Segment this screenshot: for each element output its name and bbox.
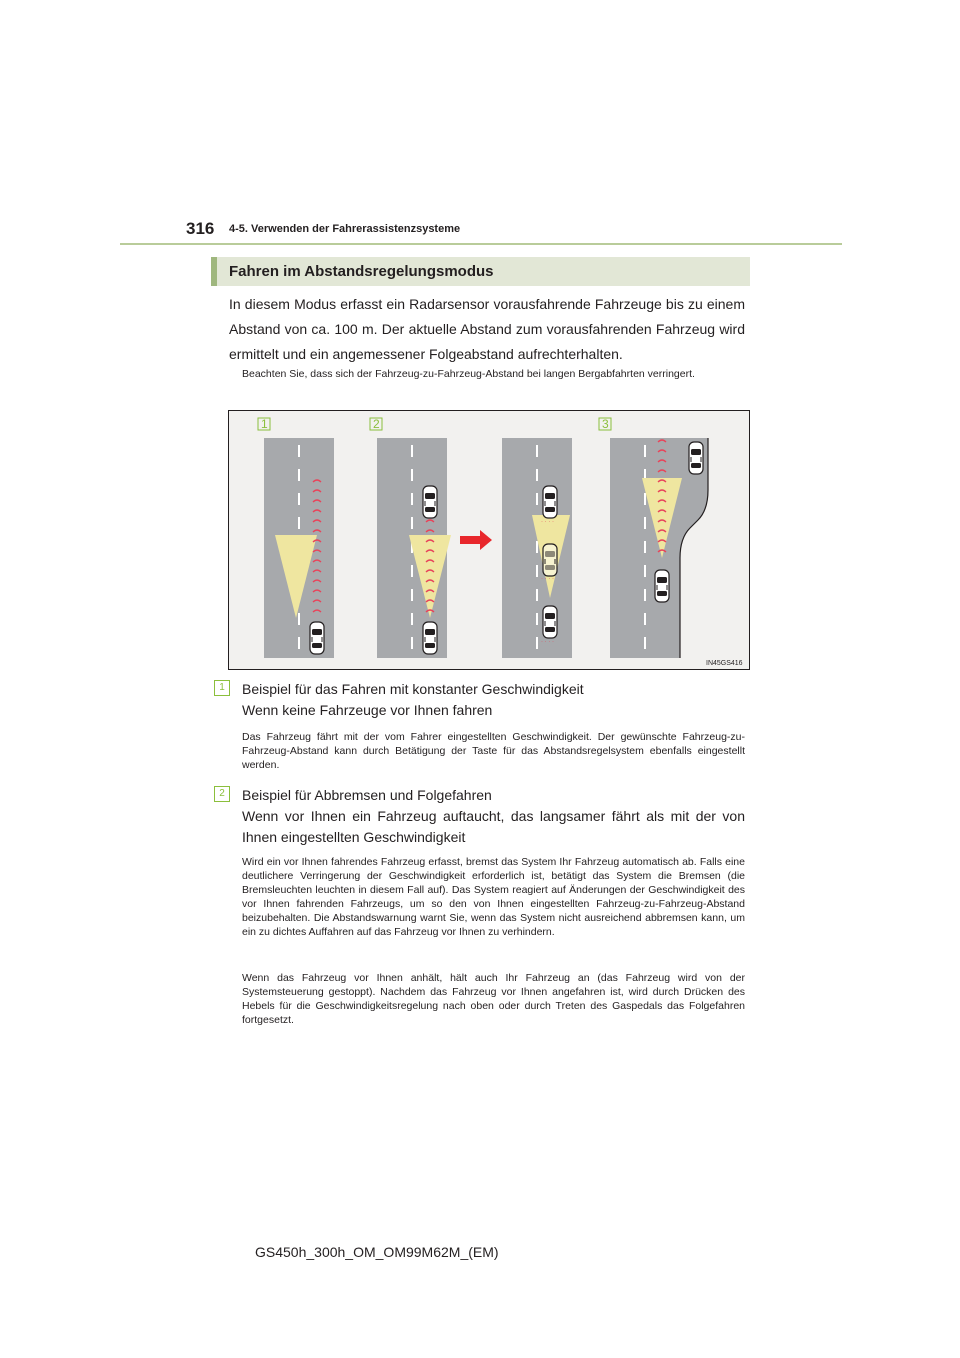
item-2-subtitle: Wenn vor Ihnen ein Fahrzeug auftaucht, das langsamer fährt als mit der von Ihnen eingestellten Geschwindigkeit: [242, 808, 745, 845]
own-car-2b: [543, 606, 557, 638]
svg-text:· · · ·: · · · ·: [541, 576, 554, 582]
section-heading-box: [211, 257, 750, 286]
item-1-body: Das Fahrzeug fährt mit der vom Fahrer eingestellten Geschwindigkeit. Der gewünschte Fahrzeug-zu-Fahrzeug-Abstand kann durch Betätigung der Taste für das Abstandsregelsystem ebenfalls eingestellt werden.: [242, 731, 745, 771]
changing-lane-car-3: [689, 442, 703, 474]
section-title: Fahren im Abstandsregelungsmodus: [229, 263, 494, 280]
item-2-body-1: Wird ein vor Ihnen fahrendes Fahrzeug erfasst, bremst das System Ihr Fahrzeug automatisch ab. Falls eine deutlichere Verringerung der Geschwindigkeit erforderlich ist, betätigt das System die Bremsen (die Bremsleuchten leuchten in diesem Fall auf). Das System reagiert auf Änderungen der Geschwindigkeit des vor Ihnen fahrenden Fahrzeugs, um so den von Ihnen eingestellten Fahrzeug-zu-Fahrzeug-Abstand beizubehalten. Die Abstandswarnung warnt Sie, wenn das System nicht ausreichend abbremsen kann, um ein zu dichtes Auffahren auf das Fahrzeug vor Ihnen zu verhindern.: [242, 856, 745, 938]
figure-code: IN45GS416: [706, 660, 743, 667]
intro-paragraph: In diesem Modus erfasst ein Radarsensor vorausfahrende Fahrzeuge bis zu einem Abstand von ca. 100 m. Der aktuelle Abstand zum vorausfahrenden Fahrzeug wird ermittelt und ein angemessener Folgeabstand aufrechterhalten.: [229, 296, 745, 362]
header-rule: [120, 243, 842, 245]
item-2-body-2: Wenn das Fahrzeug vor Ihnen anhält, hält auch Ihr Fahrzeug an (das Fahrzeug wird von der Systemsteuerung gestoppt). Nachdem das Fahrzeug vor Ihnen angefahren ist, wird durch Drücken des Hebels für die Geschwindigkeitsregelung nach oben oder durch Treten des Gaspedals das Folgefahren fortgesetzt.: [242, 972, 745, 1026]
item-1-title: Beispiel für das Fahren mit konstanter Geschwindigkeit: [242, 681, 584, 697]
item-2-title: Beispiel für Abbremsen und Folgefahren: [242, 787, 492, 803]
item-number-2: 2: [214, 786, 230, 802]
item-number-1: 1: [214, 680, 230, 696]
figure-label-2: 2: [373, 417, 380, 431]
svg-text:· · · ·: · · · ·: [541, 639, 554, 645]
figure-label-3: 3: [602, 417, 609, 431]
own-car-2: [423, 622, 437, 654]
radar-cruise-illustration: [228, 410, 750, 670]
figure-label-1: 1: [261, 417, 268, 431]
lead-car-2: [423, 486, 437, 518]
note-paragraph: Beachten Sie, dass sich der Fahrzeug-zu-Fahrzeug-Abstand bei langen Bergabfahrten verringert.: [242, 368, 695, 380]
svg-text:· · · ·: · · · ·: [541, 519, 554, 525]
item-1-subtitle: Wenn keine Fahrzeuge vor Ihnen fahren: [242, 702, 493, 718]
own-car-3: [655, 570, 669, 602]
page-number: 316: [186, 219, 215, 238]
footer-document-code: GS450h_300h_OM_OM99M62M_(EM): [255, 1244, 499, 1260]
own-car-2b-ghost: [543, 544, 557, 576]
own-car-1: [310, 622, 324, 654]
chapter-title: 4-5. Verwenden der Fahrerassistenzsysteme: [229, 223, 461, 235]
lead-car-2b: [543, 486, 557, 518]
